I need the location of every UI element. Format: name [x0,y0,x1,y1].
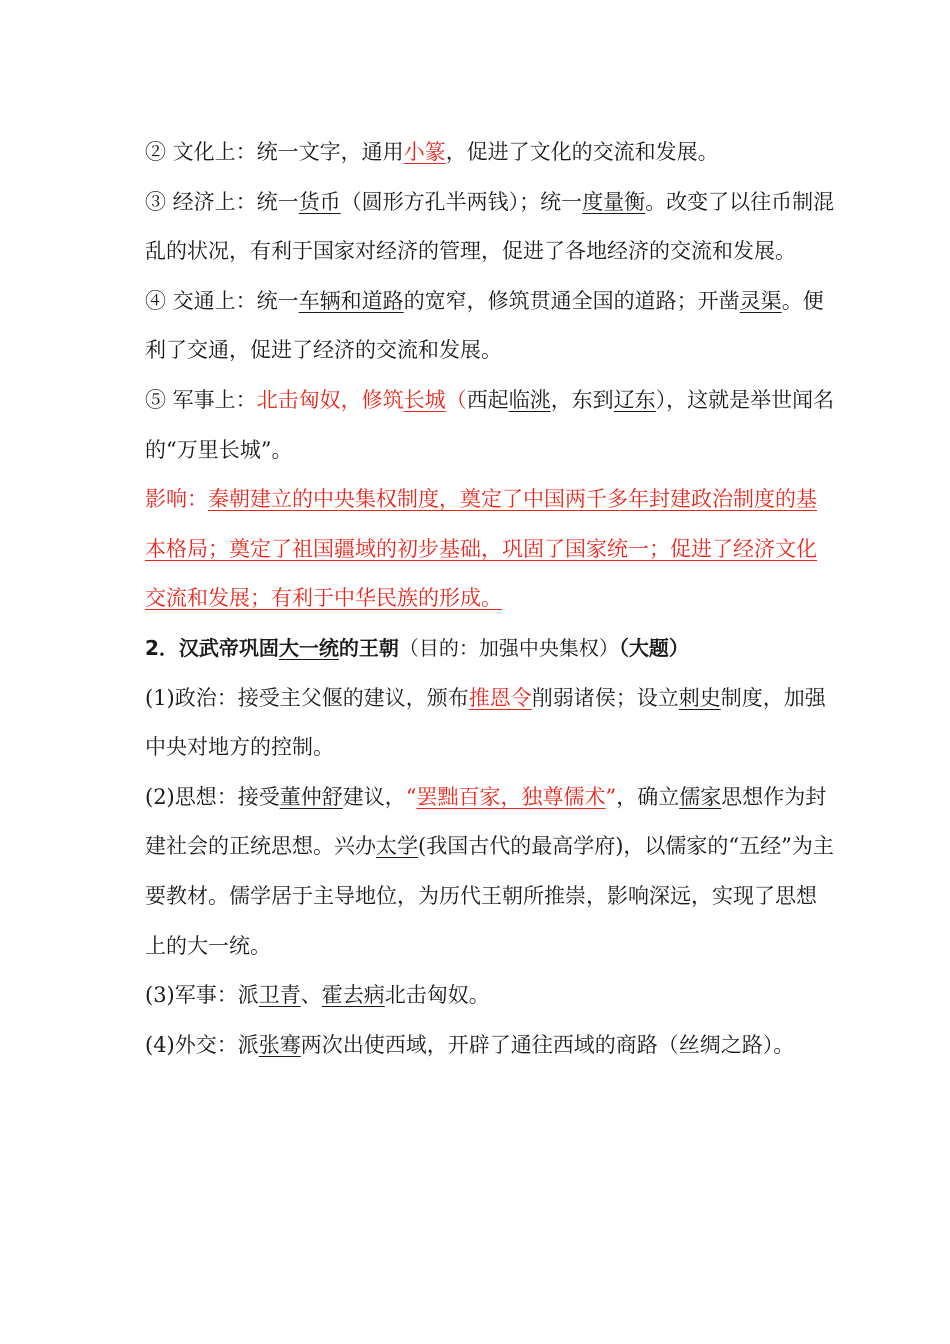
thought-suffix: (我国古代的最高学府)，以儒家的“五经”为主要教材。儒学居于主导地位，为历代王朝所推崇，影响深远，实现了思想上的大一统。 [145,834,834,958]
military-term-wall: 长城 [403,387,446,412]
culture-text: ② 文化上：统一文字，通用 [145,140,404,164]
economy-text: ③ 经济上：统一 [145,189,299,214]
military-text: ⑤ 军事上： [145,387,257,412]
army-paragraph [145,971,835,1021]
military-term-lintao: 临洮 [508,387,551,412]
transport-text: ④ 交通上：统一 [145,288,299,313]
economy-term-currency: 货币 [298,189,341,214]
economy-mid: （圆形方孔半两钱）；统一 [340,189,583,214]
transport-mid: 的宽窄，修筑贯通全国的道路；开凿 [403,288,740,313]
thought-quote-open: “ [405,784,417,809]
politics-term-edict: 推恩令 [468,685,532,710]
economy-paragraph [145,178,835,277]
section-title-end: 的王朝 [338,635,399,660]
military-term-liaodong: 辽东 [613,387,656,412]
military-red-paren: （ [445,387,467,412]
culture-term: 小篆 [403,140,446,164]
politics-term-inspector: 刺史 [678,685,721,710]
politics-text: (1)政治：接受主父偃的建议，颁布 [145,685,469,710]
transport-term-canal: 灵渠 [739,288,782,313]
transport-suffix: 。便利了交通，促进了经济的交流和发展。 [145,288,824,363]
military-mid2: ，东到 [550,387,614,412]
thought-paragraph [145,773,835,971]
military-paragraph [145,376,835,475]
thought-term-taixue: 太学 [376,834,418,859]
military-mid1: 西起 [466,387,509,412]
politics-paragraph [145,674,835,773]
thought-text: (2)思想：接受 [145,784,280,809]
diplomacy-text: (4)外交：派 [145,1032,259,1057]
diplomacy-term-zhangqian: 张骞 [258,1032,301,1057]
diplomacy-suffix: 两次出使西域，开辟了通往西域的商路（丝绸之路）。 [300,1032,795,1057]
economy-suffix: 。改变了以往币制混乱的状况，有利于国家对经济的管理，促进了各地经济的交流和发展。 [145,189,835,264]
section-term: 大一统 [278,635,339,660]
impact-paragraph [145,475,835,624]
thought-term-policy: 罢黜百家，独尊儒术 [416,784,606,809]
culture-paragraph [145,128,835,178]
impact-text: 秦朝建立的中央集权制度，奠定了中国两千多年封建政治制度的基本格局；奠定了祖国疆域的初步基础，巩固了国家统一；促进了经济文化交流和发展；有利于中华民族的形成。 [145,487,817,611]
section-tag: （大题） [618,635,689,660]
section-number-title: 2．汉武帝巩固 [145,635,279,660]
thought-mid1: 建议， [342,784,406,809]
politics-suffix: 制度，加强中央对地方的控制。 [145,685,826,760]
diplomacy-paragraph [145,1021,835,1071]
thought-term-dong: 董仲舒 [279,784,343,809]
culture-suffix: ，促进了文化的交流和发展。 [445,140,719,164]
army-separator: 、 [300,983,322,1008]
section-purpose: （目的：加强中央集权） [398,635,619,660]
thought-mid2: ，确立 [616,784,680,809]
thought-mid3: 思想作为封建社会的正统思想。兴办 [145,784,827,859]
thought-quote-close: ” [605,784,617,809]
military-suffix: ），这就是举世闻名的“万里长城”。 [145,387,835,462]
army-term-weiqing: 卫青 [258,983,301,1008]
thought-term-confucian: 儒家 [679,784,722,809]
army-text: (3)军事：派 [145,983,259,1008]
impact-label: 影响： [145,487,208,512]
document-page [145,128,835,1070]
military-red-text: 北击匈奴，修筑 [256,387,404,412]
economy-term-measures: 度量衡 [582,189,646,214]
transport-term-roads: 车辆和道路 [298,288,404,313]
army-suffix: 北击匈奴。 [384,983,490,1008]
section-heading [145,624,835,674]
transport-paragraph [145,277,835,376]
politics-mid: 削弱诸侯；设立 [531,685,679,710]
army-term-huoqubing: 霍去病 [321,983,385,1008]
